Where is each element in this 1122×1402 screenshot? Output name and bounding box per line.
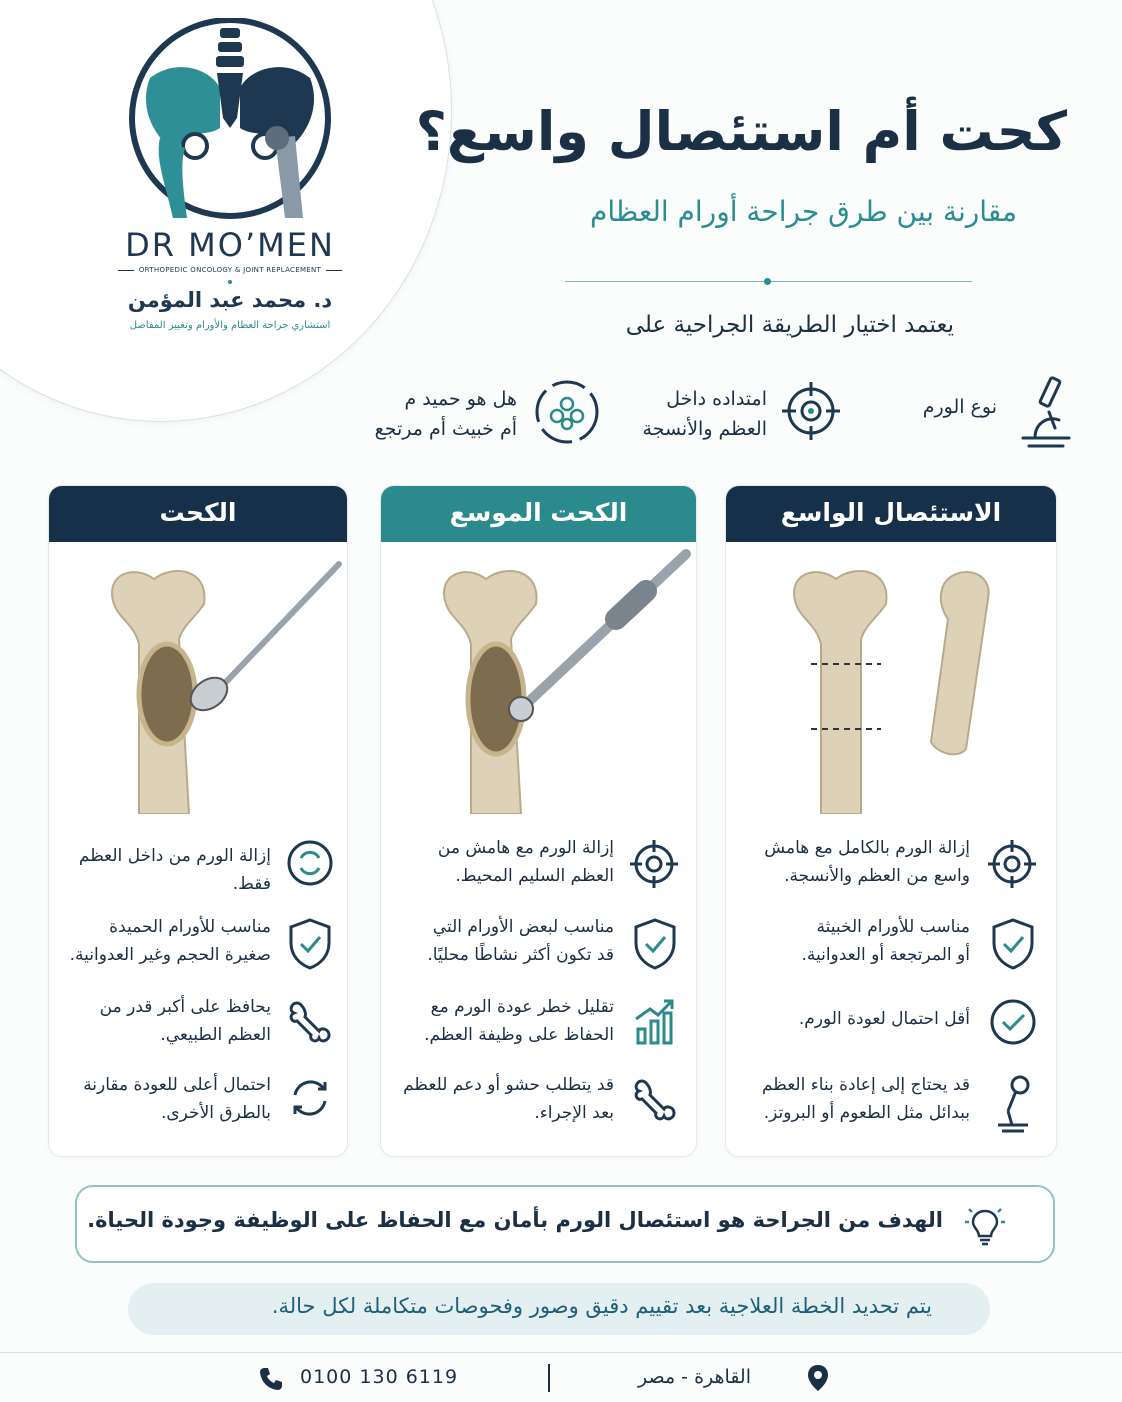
refresh-icon	[287, 1075, 333, 1121]
page-title: كحت أم استئصال واسع؟	[415, 100, 1067, 163]
item-line2: واسع من العظم والأنسجة.	[784, 866, 970, 886]
item-line1: قد يتطلب حشو أو دعم للعظم	[403, 1075, 614, 1095]
circular-arrows-icon	[285, 838, 335, 888]
card-item	[49, 991, 347, 1061]
item-line2: بالطرق الأخرى.	[160, 1103, 271, 1123]
intro-text: يعتمد اختيار الطريقة الجراحية على	[625, 312, 954, 338]
card-item	[726, 991, 1056, 1061]
burr-femur-illustration	[381, 544, 696, 814]
card-title: الكحت الموسع	[381, 486, 696, 542]
shield-check-icon	[632, 917, 678, 971]
card-item	[49, 834, 347, 904]
item-line2: الحفاظ على وظيفة العظم.	[424, 1025, 614, 1045]
card-item	[381, 911, 696, 981]
target-icon	[628, 838, 680, 890]
card-item	[381, 991, 696, 1061]
item-line2: بعد الإجراء.	[534, 1103, 614, 1123]
resected-femur-illustration	[726, 544, 1056, 814]
card-item	[381, 1069, 696, 1139]
footer-separator	[548, 1364, 550, 1392]
item-line1: قد يحتاج إلى إعادة بناء العظم	[761, 1075, 970, 1095]
factor-extent-line1: امتداده داخل	[666, 388, 767, 410]
item-text	[403, 1071, 614, 1127]
card-wide-excision	[725, 485, 1057, 1157]
card-item	[726, 911, 1056, 981]
joint-implant-icon	[990, 1073, 1036, 1133]
goal-text: الهدف من الجراحة هو استئصال الورم بأمان مع الحفاظ على الوظيفة وجودة الحياة.	[87, 1208, 943, 1232]
item-line2: العظم الطبيعي.	[160, 1025, 271, 1045]
card-item	[49, 911, 347, 981]
shield-check-icon	[287, 917, 333, 971]
item-line2: صغيرة الحجم وغير العدوانية.	[69, 945, 271, 965]
item-line2: العظم السليم المحيط.	[455, 866, 614, 886]
item-text	[764, 834, 970, 890]
microscope-icon	[1015, 372, 1075, 448]
card-item	[726, 1069, 1056, 1139]
item-line1: أقل احتمال لعودة الورم.	[798, 1009, 970, 1029]
shield-check-icon	[990, 917, 1036, 971]
item-text	[49, 842, 271, 898]
card-extended-curettage	[380, 485, 697, 1157]
item-text	[438, 834, 614, 890]
check-circle-icon	[988, 997, 1038, 1047]
item-line1: مناسب للأورام الخبيثة	[816, 917, 970, 937]
brand-tagline: ORTHOPEDIC ONCOLOGY & JOINT REPLACEMENT	[110, 266, 350, 274]
item-line1: يحافظ على أكبر قدر من	[99, 997, 271, 1017]
item-text	[762, 1071, 970, 1127]
item-line2: ببدائل مثل الطعوم أو البروتز.	[763, 1103, 970, 1123]
doctor-title: استشاري جراحة العظام والأورام وتغيير المفاصل	[129, 320, 331, 331]
item-line1: مناسب للأورام الحميدة	[109, 917, 271, 937]
note-box	[128, 1283, 990, 1335]
card-item	[381, 834, 696, 904]
factor-extent-line2: العظم والأنسجة	[642, 418, 767, 440]
item-line1: إزالة الورم من داخل العظم فقط.	[78, 846, 271, 894]
factor-extent	[643, 384, 767, 444]
item-text	[799, 1005, 970, 1033]
item-text	[424, 993, 614, 1049]
item-line1: إزالة الورم مع هامش من	[437, 838, 614, 858]
item-text	[100, 993, 271, 1049]
phone-number[interactable]: 0100 130 6119	[300, 1366, 459, 1388]
goal-box	[75, 1185, 1055, 1263]
location-text: القاهرة - مصر	[638, 1366, 751, 1388]
bone-icon	[285, 997, 335, 1047]
brand-dot	[228, 280, 232, 284]
cells-icon	[533, 378, 601, 446]
bar-chart-icon	[632, 997, 678, 1047]
phone-icon	[258, 1366, 284, 1392]
brand-name: DR MO’MEN	[125, 226, 335, 264]
item-line1: تقليل خطر عودة الورم مع	[430, 997, 614, 1017]
card-title: الاستئصال الواسع	[726, 486, 1056, 542]
item-line2: أو المرتجعة أو العدوانية.	[801, 945, 970, 965]
factor-nature-line2: أم خبيث أم مرتجع	[374, 418, 517, 440]
card-item	[726, 834, 1056, 904]
target-icon	[986, 838, 1038, 890]
pelvis-logo-icon	[125, 18, 335, 228]
note-text: يتم تحديد الخطة العلاجية بعد تقييم دقيق وصور وفحوصات متكاملة لكل حالة.	[271, 1294, 932, 1318]
divider-dot	[764, 278, 771, 285]
card-title: الكحت	[49, 486, 347, 542]
lightbulb-icon	[963, 1203, 1007, 1247]
page-subtitle: مقارنة بين طرق جراحة أورام العظام	[590, 195, 1017, 228]
item-text	[70, 913, 271, 969]
card-item	[49, 1069, 347, 1139]
item-text	[427, 913, 614, 969]
footer-divider	[0, 1352, 1122, 1353]
item-line2: قد تكون أكثر نشاطًا محليًا.	[427, 945, 614, 965]
item-line1: إزالة الورم بالكامل مع هامش	[764, 838, 970, 858]
target-icon	[780, 380, 842, 442]
bone-icon	[630, 1075, 680, 1125]
curette-femur-illustration	[49, 544, 347, 814]
item-line1: مناسب لبعض الأورام التي	[432, 917, 614, 937]
location-pin-icon	[806, 1363, 830, 1393]
factor-nature-line1: هل هو حميد م	[404, 388, 517, 410]
factor-tumor-type: نوع الورم	[922, 396, 997, 418]
factor-nature	[375, 384, 517, 444]
item-text	[83, 1071, 271, 1127]
doctor-name: د. محمد عبد المؤمن	[127, 288, 333, 312]
item-text	[801, 913, 970, 969]
item-line1: احتمال أعلى للعودة مقارنة	[83, 1075, 271, 1095]
card-curettage	[48, 485, 348, 1157]
